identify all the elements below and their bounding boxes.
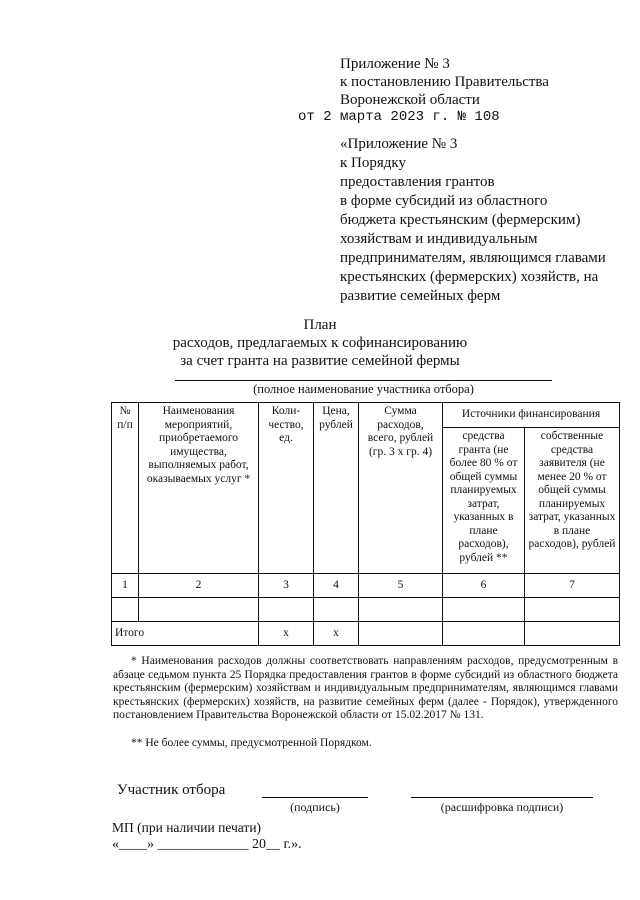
participant-name-caption: (полное наименование участника отбора)	[253, 382, 474, 396]
appendix-line: крестьянских (фермерских) хозяйств, на	[340, 269, 599, 285]
header-qty: Коли-чество, ед.	[259, 403, 314, 574]
table-cell-qty[interactable]	[259, 598, 314, 622]
plan-title: План	[303, 317, 337, 333]
footnote-2: ** Не более суммы, предусмотренной Порядком.	[131, 737, 372, 749]
appendix-line: предпринимателям, являющимся главами	[340, 250, 606, 266]
total-own[interactable]	[525, 622, 620, 646]
total-qty: х	[259, 622, 314, 646]
col-number: 5	[359, 574, 443, 598]
header-price: Цена, рублей	[314, 403, 359, 574]
appendix-line: в форме субсидий из областного	[340, 193, 548, 209]
participant-name-line	[175, 380, 552, 381]
header-grant: средства гранта (не более 80 % от общей суммы планируемых затрат, указанных в плане расходов), рублей **	[443, 428, 525, 574]
table-cell-own[interactable]	[525, 598, 620, 622]
col-number: 4	[314, 574, 359, 598]
plan-table	[111, 402, 620, 646]
table-cell-num[interactable]	[112, 598, 139, 622]
table-cell-sum[interactable]	[359, 598, 443, 622]
header-name: Наименования мероприятий, приобретаемого имущества, выполняемых работ, оказываемых услуг *	[139, 403, 259, 574]
signature-line	[262, 797, 368, 798]
table-row-total	[112, 622, 620, 646]
stamp-label: МП (при наличии печати)	[112, 820, 262, 835]
table-header-row	[112, 403, 620, 428]
header-line-3: Воронежской области	[340, 92, 480, 108]
decode-line	[411, 797, 593, 798]
col-number: 7	[525, 574, 620, 598]
col-number: 6	[443, 574, 525, 598]
plan-subtitle-1: расходов, предлагаемых к софинансированию	[172, 335, 468, 351]
table-row-empty	[112, 598, 620, 622]
header-own: собственные средства заявителя (не менее 20 % от общей суммы планируемых затрат, указанных в плане расходов), рублей	[525, 428, 620, 574]
appendix-block	[340, 135, 606, 306]
header-line-1: Приложение № 3	[340, 56, 450, 72]
decode-caption: (расшифровка подписи)	[440, 800, 564, 814]
table-cell-price[interactable]	[314, 598, 359, 622]
header-num: № п/п	[112, 403, 139, 574]
header-line-2: к постановлению Правительства	[340, 74, 549, 90]
appendix-line: хозяйствам и индивидуальным	[340, 231, 538, 247]
col-number: 3	[259, 574, 314, 598]
table-cell-grant[interactable]	[443, 598, 525, 622]
header-sources: Источники финансирования	[443, 403, 620, 428]
date-line: «____» _____________ 20__ г.».	[112, 837, 302, 852]
appendix-line: «Приложение № 3	[340, 136, 458, 152]
signature-caption: (подпись)	[290, 800, 340, 814]
footnote-1: * Наименования расходов должны соответствовать направлениям расходов, предусмотренным в абзаце седьмом пункта 25 Порядка предоставления грантов в форме субсидий из областного бюджета крестьянским (фермерским) хозяйствам и индивидуальным предпринимателям, являющимся главами крестьянских (фермерских) хозяйств, на развитие семейных ферм (далее - Порядок), утвержденного постановлением Правительства Воронежской области от 15.02.2017 № 131.	[113, 655, 618, 721]
appendix-line: к Порядку	[340, 155, 406, 171]
table-cell-name[interactable]	[139, 598, 259, 622]
total-grant[interactable]	[443, 622, 525, 646]
header-date-line: от 2 марта 2023 г. № 108	[298, 109, 500, 125]
total-sum[interactable]	[359, 622, 443, 646]
total-price: х	[314, 622, 359, 646]
appendix-line: бюджета крестьянским (фермерским)	[340, 212, 581, 228]
appendix-line: предоставления грантов	[340, 174, 495, 190]
plan-subtitle-2: за счет гранта на развитие семейной фермы	[180, 353, 460, 369]
table-row-numbers	[112, 574, 620, 598]
col-number: 1	[112, 574, 139, 598]
header-sum: Сумма расходов, всего, рублей (гр. 3 х гр. 4)	[359, 403, 443, 574]
total-label: Итого	[112, 622, 259, 646]
participant-label: Участник отбора	[117, 782, 226, 798]
appendix-line: развитие семейных ферм	[340, 288, 501, 304]
col-number: 2	[139, 574, 259, 598]
